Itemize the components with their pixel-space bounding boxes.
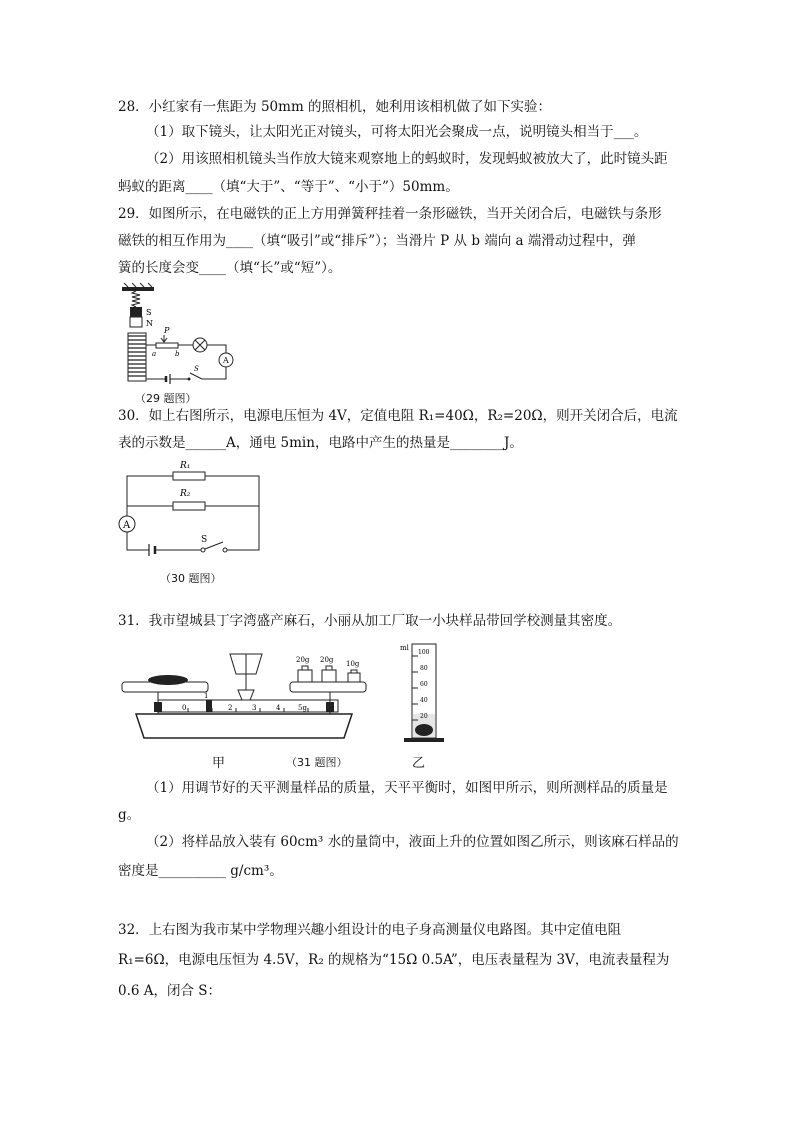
cylinder-unit: ml [400,644,409,652]
q31-line1: 31．我市望城县丁字湾盛产麻石，小丽从加工厂取一小块样品带回学校测量其密度。 [118,613,622,629]
magnet-n-label: N [146,319,153,328]
cyl-mark-100: 100 [418,649,430,656]
slider-p-label: P [164,326,170,335]
q32-line1: 32．上右图为我市某中学物理兴趣小组设计的电子身高测量仪电路图。其中定值电阻 [118,922,622,938]
q28-line1: 28．小红家有一焦距为 50mm 的照相机，她利用该相机做了如下实验： [118,99,552,115]
end-b-label: b [175,350,180,358]
q29-line2: 磁铁的相互作用为____（填“吸引”或“排斥”）；当滑片 P 从 b 端向 a 端滑动过程中，弹 [118,233,636,249]
q30-ammeter-label: A [123,520,131,531]
cyl-mark-60: 60 [420,681,428,688]
q30-line2: 表的示数是______A，通电 5min，电路中产生的热量是________J。 [118,435,523,451]
q28-line2: （1）取下镜头，让太阳光正对镜头，可将太阳光会聚成一点，说明镜头相当于___。 [146,124,648,140]
cyl-mark-40: 40 [420,697,428,704]
q29-line3: 簧的长度会变____（填“长”或“短”）。 [118,260,342,276]
q32-line2: R₁=6Ω，电源电压恒为 4.5V，R₂ 的规格为“15Ω 0.5A”，电压表量程为 3V，电流表量程为 [118,952,670,968]
q31-caption-jia: 甲 [212,756,226,771]
q31-cylinder-figure [396,640,446,744]
q31-balance-figure [118,644,370,742]
weight-1-label: 20g [296,656,310,664]
q30-figure [115,456,265,556]
q31-line4: （2）将样品放入装有 60cm³ 水的量筒中，液面上升的位置如图乙所示，则该麻石样品的 [146,834,679,850]
r1-label: R₁ [180,461,191,471]
magnet-s-label: S [146,308,152,317]
q30-line1: 30．如上右图所示，电源电压恒为 4V，定值电阻 R₁=40Ω，R₂=20Ω，则开关闭合后，电流 [118,408,678,424]
ruler-2: 2 [228,704,233,712]
q31-caption: （31 题图） [286,756,348,769]
ammeter-label: A [223,356,229,365]
ruler-3: 3 [252,704,257,712]
cyl-mark-80: 80 [420,665,428,672]
q31-line3: g。 [118,807,141,823]
q29-line1: 29．如图所示，在电磁铁的正上方用弹簧秤挂着一条形磁铁，当开关闭合后，电磁铁与条形 [118,206,662,222]
q30-caption: （30 题图） [160,572,222,585]
q31-line5: 密度是__________ g/cm³。 [118,863,283,879]
q28-line3: （2）用该照相机镜头当作放大镜来观察地上的蚂蚁时，发现蚂蚁被放大了，此时镜头距 [146,151,668,167]
r2-label: R₂ [180,489,191,499]
ruler-0: 0 [182,704,187,712]
ruler-4: 4 [276,704,281,712]
q29-caption: （29 题图） [135,392,197,405]
ruler-1: 1 [204,692,209,700]
q31-line2: （1）用调节好的天平测量样品的质量，天平平衡时，如图甲所示，则所测样品的质量是 [146,780,668,796]
weight-2-label: 20g [320,656,334,664]
q28-line4: 蚂蚁的距离____（填“大于”、“等于”、“小于”）50mm。 [118,179,459,195]
q32-line3: 0.6 A，闭合 S： [118,983,222,999]
switch-s-label: S [194,365,199,373]
ruler-5g: 5g [298,704,307,712]
q30-switch-label: S [201,535,208,545]
cyl-mark-20: 20 [420,713,428,720]
end-a-label: a [152,350,157,358]
weight-3-label: 10g [346,660,360,668]
q29-figure [118,283,248,388]
q31-caption-yi: 乙 [412,756,426,771]
